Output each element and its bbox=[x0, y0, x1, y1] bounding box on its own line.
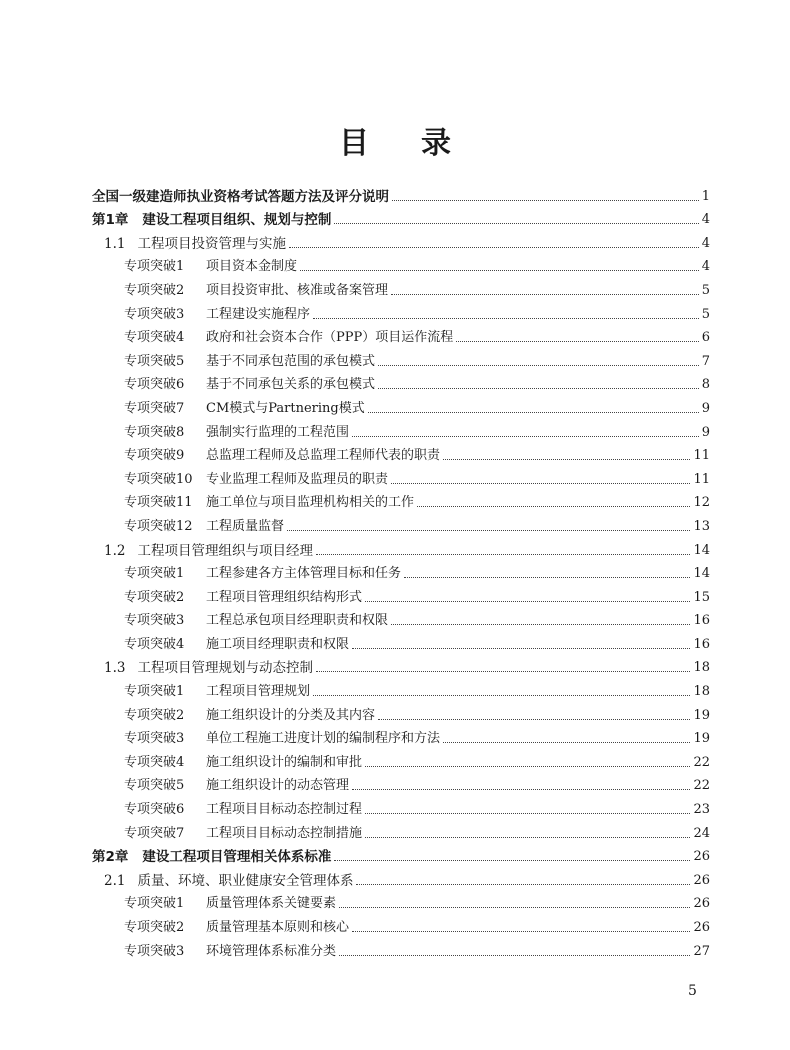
toc-section-row[interactable] bbox=[92, 865, 710, 889]
toc-entry-page: 5 bbox=[701, 282, 710, 298]
toc-entry-title: 环境管理体系标准分类 bbox=[206, 943, 337, 959]
toc-entry-page: 13 bbox=[693, 518, 710, 534]
toc-item-row[interactable] bbox=[92, 747, 710, 771]
toc-entry-number: 专项突破12 bbox=[124, 518, 193, 534]
toc-chapter-row[interactable] bbox=[92, 181, 710, 205]
toc-entry-number: 专项突破4 bbox=[124, 754, 185, 770]
dot-leader bbox=[313, 694, 690, 696]
toc-entry-title: 建设工程项目管理相关体系标准 bbox=[142, 849, 332, 866]
toc-item-row[interactable] bbox=[92, 488, 710, 512]
dot-leader bbox=[339, 954, 690, 956]
toc-entry-page: 14 bbox=[693, 542, 710, 558]
toc-entry-page: 19 bbox=[693, 707, 710, 723]
dot-leader bbox=[391, 623, 690, 625]
toc-item-row[interactable] bbox=[92, 724, 710, 748]
dot-leader bbox=[392, 199, 699, 201]
toc-entry-page: 22 bbox=[693, 754, 710, 770]
dot-leader bbox=[352, 930, 690, 932]
toc-entry-page: 4 bbox=[701, 212, 710, 228]
title-char-1: 目 bbox=[339, 126, 369, 161]
dot-leader bbox=[443, 458, 690, 460]
toc-item-row[interactable] bbox=[92, 582, 710, 606]
dot-leader bbox=[316, 553, 690, 555]
toc-entry-page: 5 bbox=[701, 306, 710, 322]
toc-entry-page: 4 bbox=[701, 235, 710, 251]
toc-entry-title: 质量管理体系关键要素 bbox=[206, 896, 337, 912]
toc-entry-number: 专项突破3 bbox=[124, 613, 185, 629]
toc-entry-title: 工程项目管理规划 bbox=[206, 684, 311, 700]
toc-entry-number: 专项突破4 bbox=[124, 636, 185, 652]
toc-entry-title: 施工项目经理职责和权限 bbox=[206, 636, 350, 652]
dot-leader bbox=[365, 765, 690, 767]
toc-entry-number: 专项突破1 bbox=[124, 896, 185, 912]
toc-entry-title: 基于不同承包关系的承包模式 bbox=[206, 377, 376, 393]
dot-leader bbox=[356, 883, 690, 885]
toc-entry-title: 施工组织设计的动态管理 bbox=[206, 778, 350, 794]
toc-entry-number: 专项突破5 bbox=[124, 353, 185, 369]
toc-entry-number: 2.1 bbox=[104, 872, 126, 889]
dot-leader bbox=[300, 269, 699, 271]
toc-entry-page: 11 bbox=[693, 471, 710, 487]
toc-entry-number: 第2章 bbox=[92, 849, 129, 866]
toc-entry-title: 政府和社会资本合作（PPP）项目运作流程 bbox=[206, 330, 454, 346]
dot-leader bbox=[443, 741, 690, 743]
toc-entry-title: 建设工程项目组织、规划与控制 bbox=[142, 212, 332, 229]
dot-leader bbox=[339, 906, 690, 908]
toc-item-row[interactable] bbox=[92, 323, 710, 347]
dot-leader bbox=[352, 788, 690, 790]
toc-entry-number: 1.1 bbox=[104, 235, 126, 252]
toc-entry-number: 第1章 bbox=[92, 212, 129, 229]
toc-entry-page: 12 bbox=[693, 495, 710, 511]
toc-item-row[interactable] bbox=[92, 417, 710, 441]
toc-entry-page: 26 bbox=[693, 896, 710, 912]
toc-item-row[interactable] bbox=[92, 771, 710, 795]
toc-entry-page: 26 bbox=[693, 849, 710, 865]
toc-item-row[interactable] bbox=[92, 629, 710, 653]
dot-leader bbox=[365, 812, 690, 814]
toc-entry-number: 1.2 bbox=[104, 542, 126, 559]
toc-entry-page: 1 bbox=[701, 188, 710, 204]
toc-entry-number: 专项突破6 bbox=[124, 802, 185, 818]
dot-leader bbox=[378, 718, 690, 720]
toc-entry-number: 专项突破1 bbox=[124, 566, 185, 582]
toc-entry-page: 18 bbox=[693, 684, 710, 700]
toc-entry-page: 27 bbox=[693, 943, 710, 959]
toc-entry-title: 项目投资审批、核准或备案管理 bbox=[206, 282, 389, 298]
toc-item-row[interactable] bbox=[92, 299, 710, 323]
toc-item-row[interactable] bbox=[92, 441, 710, 465]
toc-item-row[interactable] bbox=[92, 700, 710, 724]
toc-entry-page: 6 bbox=[701, 330, 710, 346]
toc-entry-title: 工程项目目标动态控制过程 bbox=[206, 802, 363, 818]
toc-entry-number: 专项突破3 bbox=[124, 943, 185, 959]
toc-entry-title: 基于不同承包范围的承包模式 bbox=[206, 353, 376, 369]
toc-entry-title: 施工单位与项目监理机构相关的工作 bbox=[206, 495, 415, 511]
toc-entry-title: 全国一级建造师执业资格考试答题方法及评分说明 bbox=[92, 188, 389, 205]
dot-leader bbox=[352, 435, 699, 437]
toc-entry-page: 18 bbox=[693, 660, 710, 676]
toc-entry-title: 工程项目管理规划与动态控制 bbox=[137, 660, 313, 677]
toc-item-row[interactable] bbox=[92, 889, 710, 913]
dot-leader bbox=[334, 859, 690, 861]
toc-entry-title: 质量管理基本原则和核心 bbox=[206, 920, 350, 935]
toc-item-row[interactable] bbox=[92, 393, 710, 417]
toc-entry-number: 专项突破6 bbox=[124, 377, 185, 393]
toc-item-row[interactable] bbox=[92, 275, 710, 299]
dot-leader bbox=[391, 482, 690, 484]
toc-item-row[interactable] bbox=[92, 464, 710, 488]
toc-entry-page: 14 bbox=[693, 566, 710, 582]
toc-entry-number: 专项突破8 bbox=[124, 424, 185, 440]
dot-leader bbox=[378, 387, 699, 389]
toc-entry-number: 专项突破10 bbox=[124, 471, 193, 487]
toc-entry-title: 强制实行监理的工程范围 bbox=[206, 424, 350, 440]
toc-entry-title: 施工组织设计的分类及其内容 bbox=[206, 707, 376, 723]
toc-entry-number: 专项突破2 bbox=[124, 282, 185, 298]
toc-entry-number: 专项突破4 bbox=[124, 330, 185, 346]
toc-item-row[interactable] bbox=[92, 370, 710, 394]
dot-leader bbox=[365, 836, 690, 838]
toc-entry-page: 11 bbox=[693, 448, 710, 464]
toc-entry-title: 工程项目管理组织结构形式 bbox=[206, 589, 363, 605]
toc-entry-number: 专项突破2 bbox=[124, 707, 185, 723]
toc-entry-page: 16 bbox=[693, 613, 710, 629]
dot-leader bbox=[352, 647, 690, 649]
toc-entry-title: 工程质量监督 bbox=[206, 518, 285, 534]
toc-entry-number: 专项突破9 bbox=[124, 448, 185, 464]
toc-item-row[interactable] bbox=[92, 252, 710, 276]
toc-entry-page: 26 bbox=[693, 920, 710, 935]
toc-entry-number: 专项突破1 bbox=[124, 259, 185, 275]
toc-entry-page: 16 bbox=[693, 636, 710, 652]
toc-entry-title: 工程项目目标动态控制措施 bbox=[206, 825, 363, 841]
toc-entry-number: 专项突破2 bbox=[124, 589, 185, 605]
toc-entry-number: 专项突破2 bbox=[124, 920, 185, 935]
dot-leader bbox=[391, 293, 699, 295]
toc-entry-number: 专项突破1 bbox=[124, 684, 185, 700]
toc-entry-page: 24 bbox=[693, 825, 710, 841]
table-of-contents bbox=[92, 181, 710, 960]
toc-chapter-row[interactable] bbox=[92, 842, 710, 866]
toc-entry-page: 4 bbox=[701, 259, 710, 275]
dot-leader bbox=[365, 600, 690, 602]
title-char-2: 录 bbox=[421, 126, 451, 161]
toc-entry-number: 专项突破7 bbox=[124, 825, 185, 841]
toc-entry-page: 23 bbox=[693, 802, 710, 818]
toc-section-row[interactable] bbox=[92, 535, 710, 559]
toc-entry-title: 工程项目投资管理与实施 bbox=[137, 235, 286, 252]
toc-entry-title: 专业监理工程师及监理员的职责 bbox=[206, 471, 389, 487]
toc-item-row[interactable] bbox=[92, 511, 710, 535]
toc-entry-title: 工程总承包项目经理职责和权限 bbox=[206, 613, 389, 629]
toc-entry-title: 总监理工程师及总监理工程师代表的职责 bbox=[206, 448, 441, 464]
toc-entry-page: 26 bbox=[693, 872, 710, 888]
toc-entry-page: 19 bbox=[693, 731, 710, 747]
toc-section-row[interactable] bbox=[92, 653, 710, 677]
dot-leader bbox=[316, 670, 690, 672]
dot-leader bbox=[334, 222, 698, 224]
toc-entry-title: 质量、环境、职业健康安全管理体系 bbox=[137, 872, 354, 889]
dot-leader bbox=[417, 505, 690, 507]
toc-item-row[interactable] bbox=[92, 606, 710, 630]
toc-item-row[interactable] bbox=[92, 818, 710, 842]
toc-item-row[interactable] bbox=[92, 559, 710, 583]
toc-item-row[interactable] bbox=[92, 346, 710, 370]
toc-entry-number: 专项突破3 bbox=[124, 306, 185, 322]
dot-leader bbox=[378, 364, 699, 366]
page-title bbox=[0, 118, 790, 162]
toc-item-row[interactable] bbox=[92, 676, 710, 700]
toc-entry-number: 专项突破3 bbox=[124, 731, 185, 747]
toc-entry-page: 15 bbox=[693, 589, 710, 605]
dot-leader bbox=[456, 340, 698, 342]
dot-leader bbox=[287, 529, 690, 531]
toc-entry-number: 专项突破7 bbox=[124, 400, 185, 416]
toc-section-row[interactable] bbox=[92, 228, 710, 252]
toc-entry-number: 专项突破11 bbox=[124, 495, 193, 511]
toc-entry-title: 工程项目管理组织与项目经理 bbox=[137, 542, 313, 559]
toc-entry-title: 单位工程施工进度计划的编制程序和方法 bbox=[206, 731, 441, 747]
toc-entry-title: CM模式与Partnering模式 bbox=[206, 400, 365, 416]
toc-entry-page: 9 bbox=[701, 424, 710, 440]
toc-item-row[interactable] bbox=[92, 936, 710, 960]
toc-chapter-row[interactable] bbox=[92, 205, 710, 229]
dot-leader bbox=[404, 576, 690, 578]
dot-leader bbox=[313, 317, 699, 319]
dot-leader bbox=[289, 246, 699, 248]
toc-item-row[interactable] bbox=[92, 912, 710, 936]
toc-entry-title: 施工组织设计的编制和审批 bbox=[206, 754, 363, 770]
dot-leader bbox=[368, 411, 699, 413]
toc-entry-page: 8 bbox=[701, 377, 710, 393]
toc-entry-page: 7 bbox=[701, 353, 710, 369]
toc-entry-title: 项目资本金制度 bbox=[206, 259, 298, 275]
toc-entry-number: 专项突破5 bbox=[124, 778, 185, 794]
page-number: 5 bbox=[688, 983, 697, 999]
toc-entry-title: 工程参建各方主体管理目标和任务 bbox=[206, 566, 402, 582]
toc-entry-page: 9 bbox=[701, 400, 710, 416]
toc-entry-number: 1.3 bbox=[104, 660, 126, 677]
toc-entry-page: 22 bbox=[693, 778, 710, 794]
toc-item-row[interactable] bbox=[92, 794, 710, 818]
toc-entry-title: 工程建设实施程序 bbox=[206, 306, 311, 322]
